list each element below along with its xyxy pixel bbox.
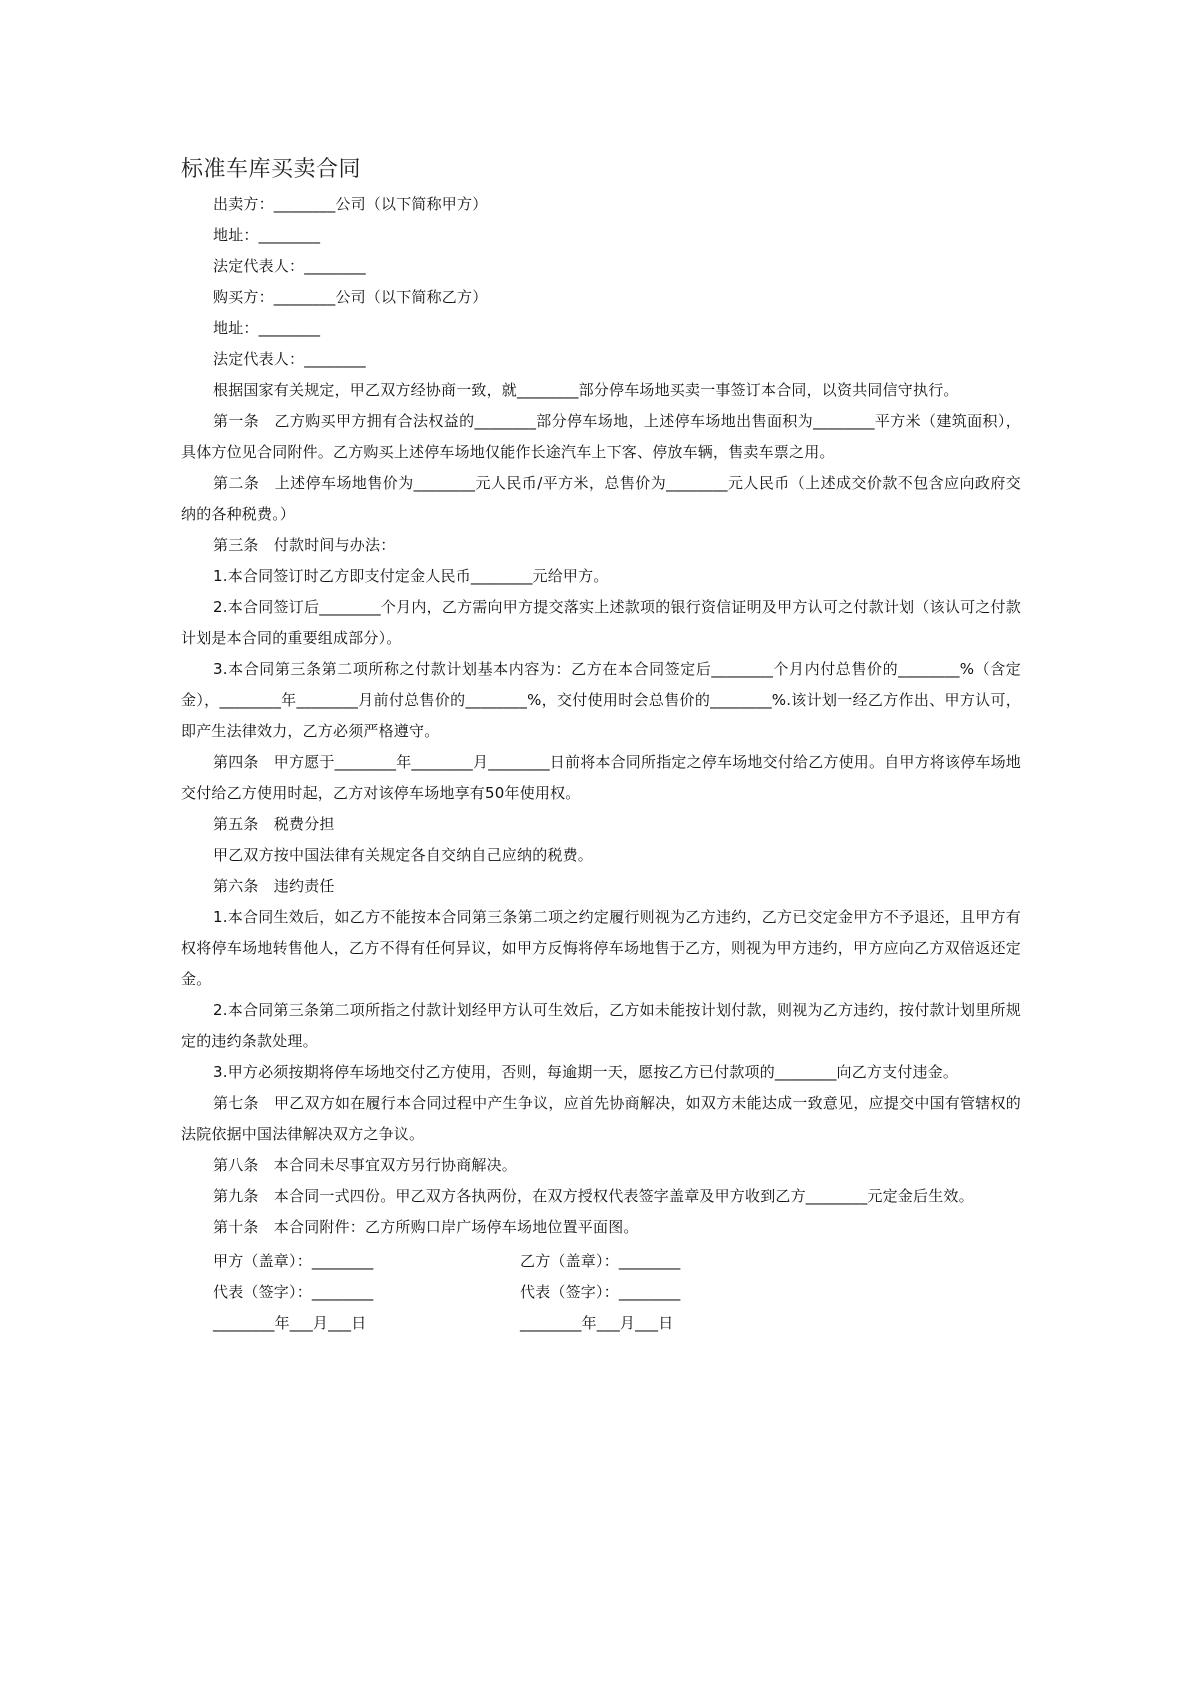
document-title: 标准车库买卖合同	[181, 157, 362, 182]
article-1: 第一条 乙方购买甲方拥有合法权益的________部分停车场地，上述停车场地出售面积为________平方米（建筑面积），具体方位见合同附件。乙方购买上述停车场地仅能作长途汽车上下客、停放车辆，售卖车票之用。	[181, 412, 1021, 461]
seller-line: 出卖方：________公司（以下简称甲方）	[213, 195, 488, 213]
article-6-heading: 第六条 违约责任	[213, 877, 335, 895]
article-3-item-1: 1.本合同签订时乙方即支付定金人民币________元给甲方。	[213, 567, 609, 585]
article-9: 第九条 本合同一式四份。甲乙双方各执两份，在双方授权代表签字盖章及甲方收到乙方________元定金后生效。	[213, 1187, 974, 1205]
article-10: 第十条 本合同附件：乙方所购口岸广场停车场地位置平面图。	[213, 1218, 639, 1236]
article-3-item-3: 3.本合同第三条第二项所称之付款计划基本内容为：乙方在本合同签定后________个月内付总售价的________%（含定金），________年________月前付总售价的________%，交付使用时会总售价的________%.该计划一经乙方作出、甲方认可，即产生法律效力，乙方必须严格遵守。	[181, 660, 1021, 740]
party-a-seal: 甲方（盖章）：________	[213, 1252, 374, 1270]
article-6-item-1: 1.本合同生效后，如乙方不能按本合同第三条第二项之约定履行则视为乙方违约，乙方已交定金甲方不予退还，且甲方有权将停车场地转售他人，乙方不得有任何异议，如甲方反悔将停车场地售于乙方，则视为甲方违约，甲方应向乙方双倍返还定金。	[181, 908, 1021, 988]
article-2: 第二条 上述停车场地售价为________元人民币/平方米，总售价为________元人民币（上述成交价款不包含应向政府交纳的各种税费。）	[181, 474, 1021, 523]
party-a-representative: 代表（签字）：________	[213, 1283, 374, 1301]
party-b-date: ________年___月___日	[520, 1314, 674, 1332]
article-5-body: 甲乙双方按中国法律有关规定各自交纳自己应纳的税费。	[213, 846, 594, 864]
article-4: 第四条 甲方愿于________年________月________日前将本合同所指定之停车场地交付给乙方使用。自甲方将该停车场地交付给乙方使用时起，乙方对该停车场地享有50年使用权。	[181, 753, 1022, 802]
representative-row	[213, 1277, 1053, 1308]
party-b-seal: 乙方（盖章）：________	[520, 1252, 681, 1270]
contract-body	[181, 189, 1021, 1243]
buyer-address-line: 地址：________	[213, 319, 321, 337]
article-3-item-2: 2.本合同签订后________个月内，乙方需向甲方提交落实上述款项的银行资信证明及甲方认可之付款计划（该认可之付款计划是本合同的重要组成部分）。	[181, 598, 1021, 647]
party-a-date: ________年___月___日	[213, 1314, 367, 1332]
party-b-representative: 代表（签字）：________	[520, 1283, 681, 1301]
article-6-item-3: 3.甲方必须按期将停车场地交付乙方使用，否则，每逾期一天，愿按乙方已付款项的________向乙方支付违金。	[213, 1063, 959, 1081]
seal-row	[213, 1246, 1053, 1277]
buyer-line: 购买方：________公司（以下简称乙方）	[213, 288, 488, 306]
article-8: 第八条 本合同未尽事宜双方另行协商解决。	[213, 1156, 518, 1174]
buyer-legal-rep-line: 法定代表人：________	[213, 350, 366, 368]
article-3-heading: 第三条 付款时间与办法：	[213, 536, 396, 554]
article-6-item-2: 2.本合同第三条第二项所指之付款计划经甲方认可生效后，乙方如未能按计划付款，则视为乙方违约，按付款计划里所规定的违约条款处理。	[181, 1001, 1021, 1050]
date-row	[213, 1308, 1053, 1339]
signature-block	[213, 1246, 1053, 1339]
seller-legal-rep-line: 法定代表人：________	[213, 257, 366, 275]
preamble-paragraph: 根据国家有关规定，甲乙双方经协商一致，就________部分停车场地买卖一事签订本合同，以资共同信守执行。	[213, 381, 959, 399]
seller-address-line: 地址：________	[213, 226, 321, 244]
article-7: 第七条 甲乙双方如在履行本合同过程中产生争议，应首先协商解决，如双方未能达成一致意见，应提交中国有管辖权的法院依据中国法律解决双方之争议。	[181, 1094, 1021, 1143]
article-5-heading: 第五条 税费分担	[213, 815, 335, 833]
